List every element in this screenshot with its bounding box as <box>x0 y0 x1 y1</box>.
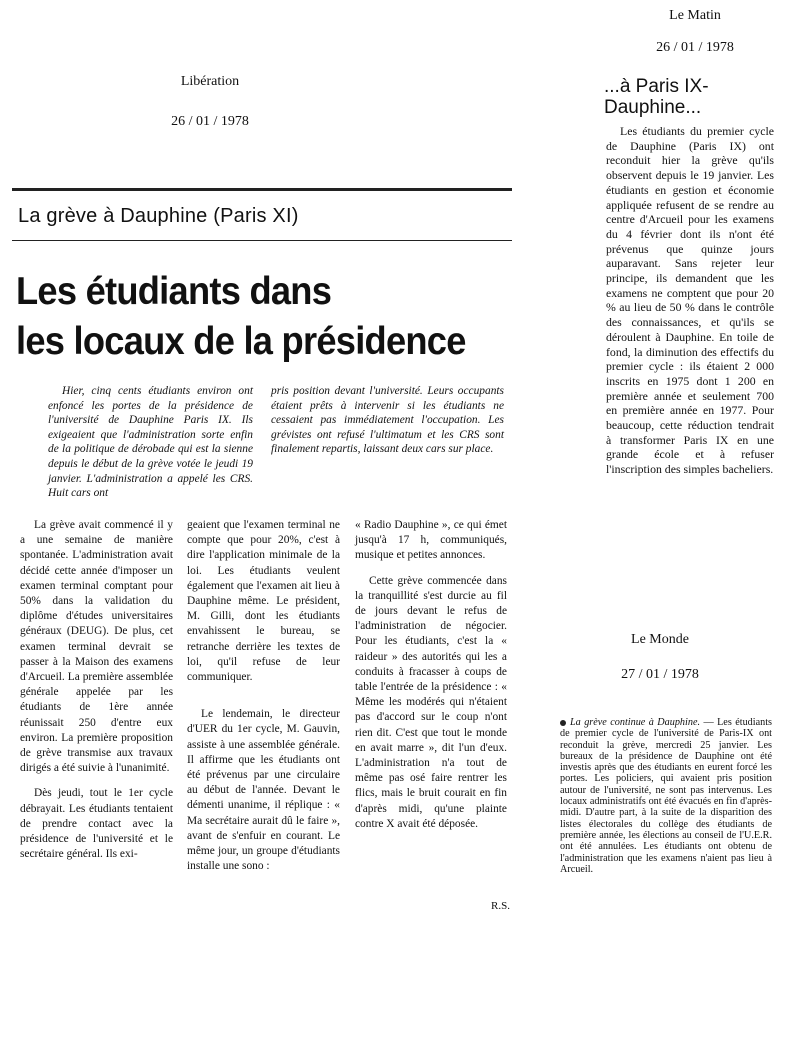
col3-paragraph-1: « Radio Dauphine », ce qui émet jusqu'à 17 h, communiqués, musique et petites annonces. <box>355 519 507 562</box>
kicker-bottom-rule <box>12 240 512 241</box>
monde-paragraph <box>560 717 772 875</box>
col1-paragraph-1: La grève avait commencé il y a une semaine de manière spontanée. L'administration avait décidé cette année d'imposer un examen terminal comptant pour 50% dans la validation du diplôme d'études universitaires généraux (DEUG). De plus, cet examen terminal devrait se passer à la Maison des examens d'Arcueil. La première assemblée générale appelée par les étudiants de 1ère année réunissait 250 d'entre eux environ. La première proposition de grève transmise aux travaux dirigés a été suivie à l'unanimité. <box>20 519 173 775</box>
matin-title-line-1: ...à Paris IX- <box>604 76 709 97</box>
monde-body-text: — Les étudiants de premier cycle de l'université de Paris-IX ont reconduit la grève, mercredi 25 janvier. Les bureaux de la présidence de Dauphine ont été investis après que des étudiants en eurent forcé les portes. Les policiers, qui avaient pris position autour de l'université, ne sont pas intervenus. Les locaux administratifs ont été évacués en fin d'après-midi. D'autre part, à la suite de la disparition des listes électorales du collège des étudiants de première année, les élections au conseil de l'U.E.R. ont été annulées. Les étudiants ont obtenu de l'administration que les examens n'aient pas lieu à Arcueil. <box>560 717 772 875</box>
matin-title <box>604 76 784 118</box>
body-column-1 <box>20 518 173 862</box>
matin-date: 26 / 01 / 1978 <box>656 40 734 55</box>
col2-paragraph-2: Le lendemain, le directeur d'UER du 1er cycle, M. Gauvin, assiste à une assemblée générale. Il affirme que les étudiants ont été prévenus par une circulaire au début de l'année. Devant le démenti unanime, il réplique : « Ma secrétaire aurait dû le faire », avant de s'enfuir en courant. Le même jour, un groupe d'étudiants installe une sono : <box>187 708 340 873</box>
liberation-date: 26 / 01 / 1978 <box>171 114 249 129</box>
col1-paragraph-2: Dès jeudi, tout le 1er cycle débrayait. Les étudiants tentaient de prendre contact avec la présidence de l'université et le secrétaire général. Ils exi- <box>20 787 173 861</box>
matin-body-text: Les étudiants du premier cycle de Dauphine (Paris IX) ont reconduit hier la grève qu'ils observent depuis le 19 janvier. Les étudiants en gestion et économie appliquée refusent de se rendre au centre d'Arcueil pour les examens du 4 février dont ils n'ont été prévenus que quinze jours auparavant. Sans rejeter leur principe, ils demandent que les examens ne comptent que pour 20 % au lieu de 50 % dans le contrôle des connaissances, et qu'ils se déroulent à Dauphine. En toile de fond, la diminution des effectifs du premier cycle : ils étaient 2 000 inscrits en 1975 dont 1 200 en première année et seulement 700 en première année en 1977. Pour beaucoup, cette réduction tendrait à transformer Paris IX en une grande école et à refuser l'inscription des simples bacheliers. <box>606 124 774 477</box>
headline-line-2: les locaux de la présidence <box>16 320 466 363</box>
matin-title-line-2: Dauphine... <box>604 97 702 118</box>
intro-right-text: pris position devant l'université. Leurs occupants étaient prêts à intervenir si les étudiants ne cessaient pas immédiatement l'occupation. Les grévistes ont refusé l'ultimatum et les CRS sont finalement repartis, laissant deux cars sur place. <box>271 385 504 456</box>
matin-source-name: Le Matin <box>669 8 721 23</box>
liberation-source-name: Libération <box>180 74 240 89</box>
intro-left-column <box>48 384 253 501</box>
monde-source-name: Le Monde <box>631 632 689 647</box>
bullet-icon <box>560 720 566 726</box>
article-kicker: La grève à Dauphine (Paris XI) <box>18 205 299 227</box>
headline-line-1: Les étudiants dans <box>16 270 332 313</box>
kicker-top-rule <box>12 188 512 191</box>
body-column-2 <box>187 518 340 874</box>
monde-lead: La grève continue à Dauphine. <box>570 717 701 728</box>
col3-paragraph-2: Cette grève commencée dans la tranquillité s'est durcie au fil de jours devant le refus de l'administration de négocier. Pour les étudiants, c'est la « raideur » des autorités qui les a conduits à fracasser à coups de table l'entrée de la présidence : « Même les modérés qui n'étaient pas d'accord sur le coup n'ont rien dit. C'est que tout le monde en avait marre », dit l'un d'eux. L'administration n'a tout de même pas osé faire rentrer les flics, mais le bruit courait en fin d'après midi, qu'une plainte contre X avait été déposée. <box>355 574 507 830</box>
col2-paragraph-1: geaient que l'examen terminal ne compte que pour 20%, c'est à dire l'application minimale de la loi. Les étudiants veulent également que l'examen ait lieu à Dauphine même. Le président, M. Gilli, dont les étudiants envahissent le bureau, se retranche derrière les textes de loi, qu'il refuse de leur communiquer. <box>187 519 340 684</box>
intro-left-text: Hier, cinq cents étudiants environ ont enfoncé les portes de la présidence de l'université de Dauphine Paris IX. Ils exigeaient que l'administration sorte enfin de la politique de dérobade qui est la sienne depuis le début de la grève votée le jeudi 19 janvier. L'administration a appelé les CRS. Huit cars ont <box>48 385 253 500</box>
monde-date: 27 / 01 / 1978 <box>621 667 699 682</box>
article-signature: R.S. <box>491 900 510 912</box>
body-column-3 <box>355 518 507 832</box>
monde-body <box>560 717 772 875</box>
matin-body <box>606 124 774 477</box>
intro-right-column <box>271 384 504 457</box>
